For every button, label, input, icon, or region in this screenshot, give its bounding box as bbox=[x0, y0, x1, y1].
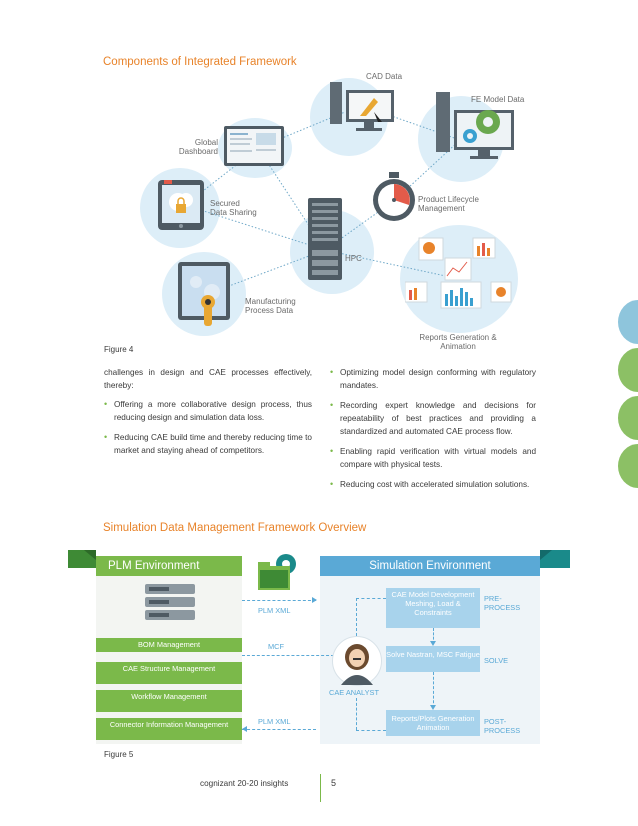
arrow-down-icon bbox=[430, 705, 436, 710]
connector-info-box: Connector Information Management bbox=[96, 718, 242, 740]
footer-brand: cognizant 20-20 insights bbox=[200, 779, 289, 788]
left-column bbox=[104, 366, 312, 464]
bullet-dot: • bbox=[330, 479, 334, 489]
label-hpc: HPC bbox=[345, 254, 362, 263]
label-dashboard-line2: Dashboard bbox=[178, 147, 218, 156]
simulation-environment-header: Simulation Environment bbox=[320, 556, 540, 576]
cad-monitor-icon bbox=[330, 78, 400, 143]
analyst-vertical-bottom bbox=[356, 698, 357, 730]
label-mfg-line1: Manufacturing bbox=[245, 297, 296, 306]
stopwatch-icon bbox=[370, 172, 418, 227]
plm-server-icon bbox=[145, 584, 197, 629]
left-intro: challenges in design and CAE processes effectively, thereby: bbox=[104, 368, 312, 390]
analyst-vertical-line bbox=[356, 598, 357, 636]
analyst-person-icon bbox=[333, 637, 381, 685]
label-mfg bbox=[245, 297, 296, 315]
right-bullet-text: Enabling rapid verification with virtual models and compare with physical tests. bbox=[340, 447, 536, 469]
left-bullet bbox=[104, 398, 312, 424]
plm-xml-bottom-label: PLM XML bbox=[258, 717, 291, 726]
section-title-sdm: Simulation Data Management Framework Overview bbox=[103, 522, 367, 534]
ribbon-left-fold bbox=[84, 550, 96, 560]
folder-gear-icon bbox=[256, 552, 302, 599]
label-reports bbox=[410, 333, 506, 351]
side-dot-green bbox=[618, 444, 638, 488]
workflow-box: Workflow Management bbox=[96, 690, 242, 712]
ribbon-right-fold bbox=[540, 550, 552, 560]
flow-line-2 bbox=[433, 672, 434, 708]
hpc-server-icon bbox=[308, 198, 342, 285]
label-secured-line2: Data Sharing bbox=[210, 208, 257, 217]
label-fe: FE Model Data bbox=[471, 95, 525, 104]
label-dashboard-line1: Global bbox=[194, 138, 218, 147]
right-bullet-text: Recording expert knowledge and decisions for repeatability of best practices and providing a standardized and automated CAE process flow. bbox=[340, 401, 536, 436]
right-bullet-text: Optimizing model design conforming with regulatory mandates. bbox=[340, 368, 536, 390]
right-column bbox=[330, 366, 536, 498]
cae-model-box: CAE Model Development Meshing, Load & Constraints bbox=[386, 588, 480, 628]
label-plm bbox=[418, 195, 479, 213]
label-reports-line1: Reports Generation & bbox=[419, 333, 497, 342]
solve-label: SOLVE bbox=[484, 656, 509, 665]
right-bullet bbox=[330, 366, 536, 392]
left-bullet-text: Reducing CAE build time and thereby reducing time to market and staying ahead of competitors. bbox=[114, 433, 312, 455]
label-mfg-line2: Process Data bbox=[245, 306, 294, 315]
pre-process-label: PRE-PROCESS bbox=[484, 594, 521, 612]
dashboard-icon bbox=[224, 126, 284, 173]
cae-analyst-avatar bbox=[332, 636, 382, 686]
bullet-dot: • bbox=[104, 399, 108, 409]
footer-divider bbox=[320, 774, 321, 802]
mcf-label: MCF bbox=[268, 642, 285, 651]
reports-plots-box: Reports/Plots Generation Animation bbox=[386, 710, 480, 736]
reports-charts-icon bbox=[405, 236, 515, 317]
bullet-dot: • bbox=[330, 367, 334, 377]
label-secured-line1: Secured bbox=[210, 199, 240, 208]
figure-4-caption: Figure 4 bbox=[104, 345, 134, 354]
right-bullet-text: Reducing cost with accelerated simulation solutions. bbox=[340, 480, 530, 489]
bullet-dot: • bbox=[330, 446, 334, 456]
manufacturing-tablet-icon bbox=[178, 262, 234, 339]
figure-5-caption: Figure 5 bbox=[104, 750, 134, 759]
plm-environment-header: PLM Environment bbox=[96, 556, 242, 576]
analyst-bottom-line bbox=[356, 730, 386, 731]
solve-box: Solve Nastran, MSC Fatigue bbox=[386, 646, 480, 672]
label-plm-line1: Product Lifecycle bbox=[418, 195, 479, 204]
page-number: 5 bbox=[331, 778, 337, 788]
label-cad: CAD Data bbox=[366, 72, 403, 81]
right-bullet bbox=[330, 478, 536, 491]
cae-analyst-label: CAE ANALYST bbox=[329, 688, 379, 697]
arrow-right-icon bbox=[312, 597, 317, 603]
bom-management-box: BOM Management bbox=[96, 638, 242, 652]
plm-xml-bottom-line bbox=[242, 729, 316, 730]
analyst-top-line bbox=[356, 598, 386, 599]
connection-lines bbox=[0, 0, 638, 360]
label-plm-line2: Management bbox=[418, 204, 465, 213]
post-process-label: POST-PROCESS bbox=[484, 717, 521, 735]
arrow-left-icon bbox=[242, 726, 247, 732]
mcf-line bbox=[242, 655, 334, 656]
right-bullet bbox=[330, 445, 536, 471]
cae-structure-box: CAE Structure Management bbox=[96, 662, 242, 684]
label-secured bbox=[210, 199, 257, 217]
bullet-dot: • bbox=[104, 432, 108, 442]
plm-xml-top-line bbox=[242, 600, 316, 601]
left-bullet-text: Offering a more collaborative design process, thus reducing design and simulation data loss. bbox=[114, 400, 312, 422]
bullet-dot: • bbox=[330, 400, 334, 410]
left-bullet bbox=[104, 431, 312, 457]
section-title-components: Components of Integrated Framework bbox=[103, 56, 297, 68]
plm-xml-top-label: PLM XML bbox=[258, 606, 291, 615]
label-dashboard bbox=[172, 138, 218, 156]
label-reports-line2: Animation bbox=[440, 342, 476, 351]
right-bullet bbox=[330, 399, 536, 438]
side-dot-green bbox=[618, 396, 638, 440]
secured-tablet-icon bbox=[158, 180, 206, 237]
arrow-down-icon bbox=[430, 641, 436, 646]
